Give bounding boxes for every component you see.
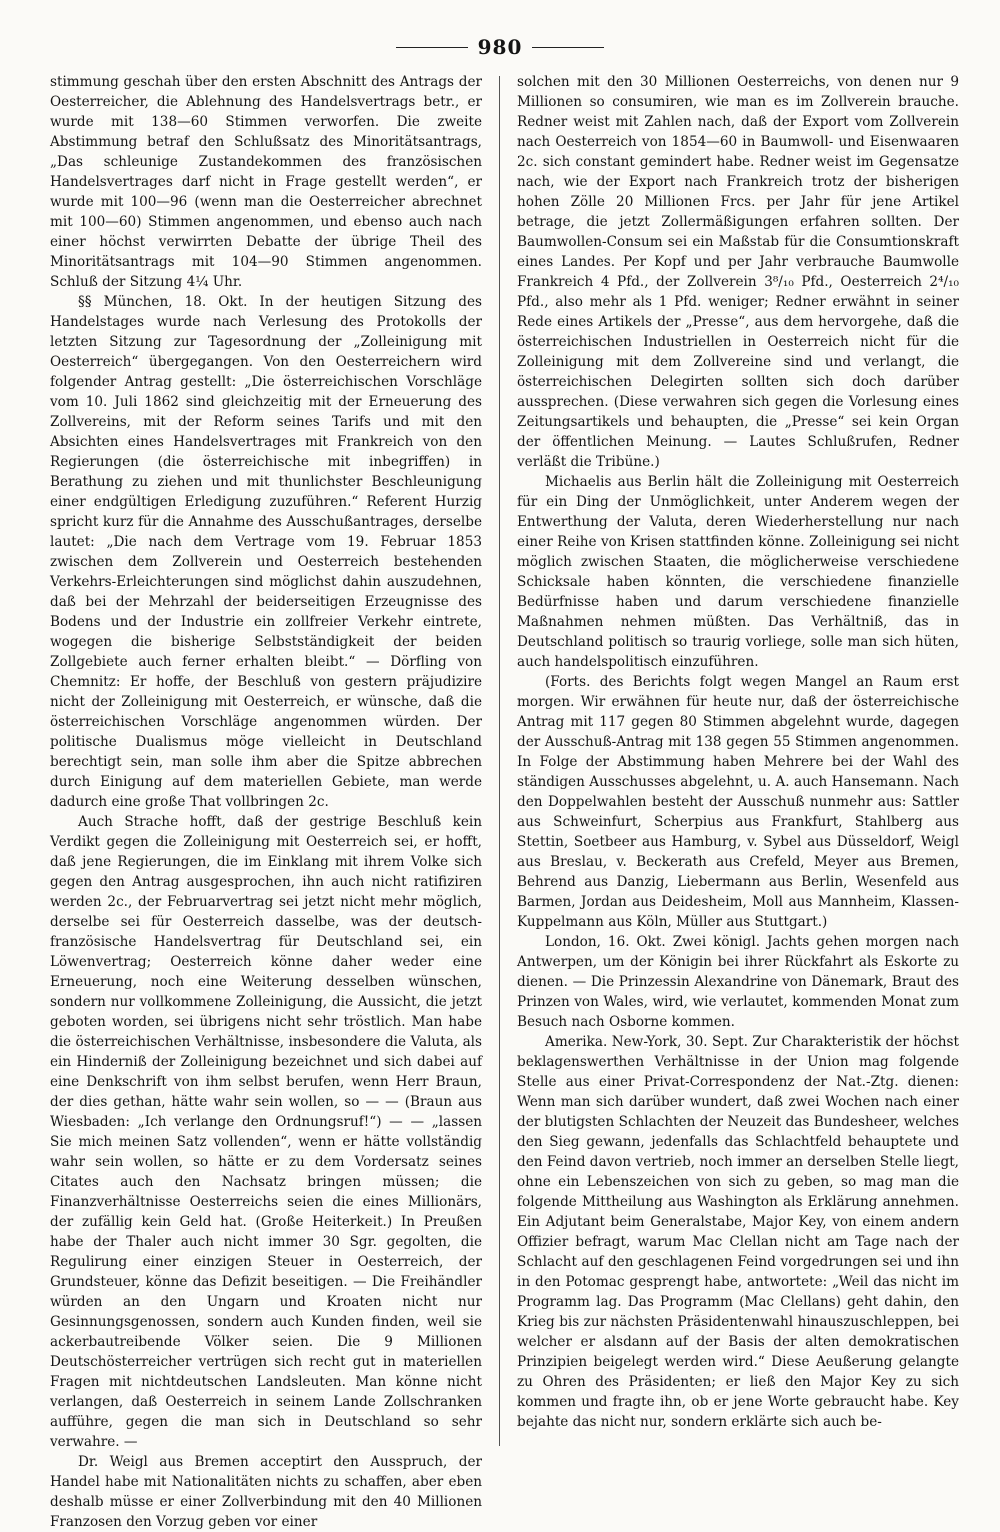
- article-paragraph: Dr. Weigl aus Bremen acceptirt den Ausspruch, der Handel habe mit Nationalitäten nichts zu schaffen, aber eben deshalb müsse er einer Zollverbindung mit den 40 Millionen Franzosen den Vorzug geben vor einer: [50, 1454, 482, 1530]
- article-paragraph: Amerika. New-York, 30. Sept. Zur Charakteristik der höchst beklagenswerthen Verhältnisse in der Union mag folgende Stelle aus einer Privat-Correspondenz der Nat.-Ztg. dienen: Wenn man sich darüber wundert, daß zwei Wochen nach einer der blutigsten Schlachten der Neuzeit das Bundesheer, welches den Sieg gewann, jedenfalls das Schlachtfeld behauptete und den Feind davon vertrieb, noch immer an derselben Stelle liegt, ohne ein Lebenszeichen von sich zu geben, so mag man die folgende Mittheilung aus Washington als Erklärung annehmen. Ein Adjutant beim Generalstabe, Major Key, von einem andern Offizier befragt, warum Mac Clellan nicht am Tage nach der Schlacht auf den geschlagenen Feind vorgedrungen sei und ihn in den Potomac gesprengt habe, antwortete: „Weil das nicht im Programm lag. Das Programm (Mac Clellans) geht dahin, den Krieg bis zur nächsten Präsidentenwahl hinauszuschleppen, bei welcher er alsdann auf der Basis der alten demokratischen Prinzipien beigelegt werden wird.“ Diese Aeußerung gelangte zu Ohren des Präsidenten; er ließ den Major Key zu sich kommen und fragte ihn, ob er jene Worte gebraucht habe. Key bejahte das nicht nur, sondern erklärte sich auch be-: [517, 1034, 959, 1430]
- article-paragraph: stimmung geschah über den ersten Abschnitt des Antrags der Oesterreicher, die Ablehnung des Handelsvertrags betr., er wurde mit 138—60 Stimmen verworfen. Die zweite Abstimmung betraf den Schlußsatz des Minoritätsantrags, „Das schleunige Zustandekommen des französischen Handelsvertrages darf nicht in Frage gestellt werden“, er wurde mit 100—96 (wenn man die Oesterreicher abrechnet mit 100—60) Stimmen angenommen, und ebenso auch nach einer höchst verwirrten Debatte der übrige Theil des Minoritätsantrags mit 104—90 Stimmen angenommen. Schluß der Sitzung 4¼ Uhr.: [50, 74, 482, 290]
- right-column: [517, 72, 959, 1452]
- left-column: [50, 72, 482, 1530]
- article-paragraph: Michaelis aus Berlin hält die Zolleinigung mit Oesterreich für ein Ding der Unmöglichkeit, unter Anderem wegen der Entwerthung der Valuta, deren Wiederherstellung nur nach einer Reihe von Krisen stattfinden könne. Zolleinigung sei nicht möglich zwischen Staaten, die möglicherweise verschiedene Schicksale haben könnten, die verschiedene finanzielle Bedürfnisse haben und darum verschiedene finanzielle Maßnahmen nehmen müßten. Das Verhältniß, das in Deutschland politisch so traurig vorliege, solle man sich hüten, auch handelspolitisch einzuführen.: [517, 474, 959, 670]
- column-divider: [499, 76, 500, 1446]
- article-paragraph: Auch Strache hofft, daß der gestrige Beschluß kein Verdikt gegen die Zolleinigung mit Oesterreich sei, er hofft, daß jene Regierungen, die im Einklang mit ihrem Volke sich gegen den Antrag ausgesprochen, ihn auch nicht ratifiziren werden 2c., der Februarvertrag sei jetzt nicht mehr möglich, derselbe sei für Oesterreich dasselbe, was der deutsch-französische Handelsvertrag für Deutschland sei, ein Löwenvertrag; Oesterreich könne daher weder eine Erneuerung, noch eine Weiterung desselben wünschen, sondern nur vollkommene Zolleinigung, die Aussicht, die jetzt geboten worden, sei übrigens nicht sehr tröstlich. Man habe die österreichischen Verhältnisse, insbesondere die Valuta, als ein Hinderniß der Zolleinigung bezeichnet und sich dabei auf eine Denkschrift von ihm selbst berufen, wenn Herr Braun, der dies gethan, hätte wahr sein wollen, so — — (Braun aus Wiesbaden: „Ich verlange den Ordnungsruf!“) — — „lassen Sie mich meinen Satz vollenden“, wenn er hätte vollständig wahr sein wollen, so hätte er zu dem Vordersatz seines Citates auch den Nachsatz bringen müssen; die Finanzverhältnisse Oesterreichs seien die eines Millionärs, der zufällig kein Geld hat. (Große Heiterkeit.) In Preußen habe der Thaler auch nicht immer 30 Sgr. gegolten, die Regulirung einer einzigen Steuer in Oesterreich, der Grundsteuer, könne das Defizit beseitigen. — Die Freihändler würden an den Ungarn und Kroaten nicht nur Gesinnungsgenossen, sondern auch Kunden finden, weil sie ackerbautreibende Völker seien. Die 9 Millionen Deutschösterreicher vertrügen sich recht gut in materiellen Fragen mit nichtdeutschen Landsleuten. Man könne nicht verlangen, daß Oesterreich in seinem Lande Zollschranken aufführe, gegen die man sich in Deutschland so sehr verwahre. —: [50, 814, 482, 1450]
- header-rule-left: [396, 47, 468, 48]
- article-paragraph: London, 16. Okt. Zwei königl. Jachts gehen morgen nach Antwerpen, um der Königin bei ihrer Rückfahrt als Eskorte zu dienen. — Die Prinzessin Alexandrine von Dänemark, Braut des Prinzen von Wales, wird, wie verlautet, kommenden Monat zum Besuch nach Osborne kommen.: [517, 934, 959, 1030]
- article-paragraph: (Forts. des Berichts folgt wegen Mangel an Raum erst morgen. Wir erwähnen für heute nur, daß der österreichische Antrag mit 117 gegen 80 Stimmen abgelehnt wurde, dagegen der Ausschuß-Antrag mit 138 gegen 55 Stimmen angenommen. In Folge der Abstimmung haben Mehrere bei der Wahl des ständigen Ausschusses abgelehnt, u. A. auch Hansemann. Nach den Doppelwahlen besteht der Ausschuß nunmehr aus: Sattler aus Schweinfurt, Scherpius aus Frankfurt, Stahlberg aus Stettin, Soetbeer aus Hamburg, v. Sybel aus Düsseldorf, Weigl aus Breslau, v. Beckerath aus Crefeld, Meyer aus Bremen, Behrend aus Danzig, Liebermann aus Berlin, Wesenfeld aus Barmen, Jordan aus Deidesheim, Moll aus Mannheim, Klassen-Kuppelmann aus Köln, Müller aus Stuttgart.): [517, 674, 959, 930]
- article-paragraph: solchen mit den 30 Millionen Oesterreichs, von denen nur 9 Millionen so consumiren, wie man es im Zollverein brauche. Redner weist mit Zahlen nach, daß der Export vom Zollverein nach Oesterreich von 1854—60 in Baumwoll- und Eisenwaaren 2c. sich constant gemindert habe. Redner weist im Gegensatze nach, wie der Export nach Frankreich trotz der bisherigen hohen Zölle 20 Millionen Frcs. per Jahr für jene Artikel betrage, die jetzt Zollermäßigungen erfahren sollten. Der Baumwollen-Consum sei ein Maßstab für die Consumtionskraft eines Landes. Per Kopf und per Jahr verbrauche Baumwolle Frankreich 4 Pfd., der Zollverein 3⁸/₁₀ Pfd., Oesterreich 2⁴/₁₀ Pfd., also mehr als 1 Pfd. weniger; Redner erwähnt in seiner Rede eines Artikels der „Presse“, aus dem hervorgehe, daß die österreichischen Industriellen in Oesterreich nicht für die Zolleinigung mit dem Zollvereine sind und verlangt, die österreichischen Delegirten sollten sich doch darüber aussprechen. (Diese verwahren sich gegen die Vorlesung eines Zeitungsartikels und behaupten, die „Presse“ sei kein Organ der öffentlichen Meinung. — Lautes Schlußrufen, Redner verläßt die Tribüne.): [517, 74, 959, 470]
- page-header: [0, 30, 1000, 64]
- page-number: 980: [477, 35, 523, 59]
- article-paragraph: §§ München, 18. Okt. In der heutigen Sitzung des Handelstages wurde nach Verlesung des Protokolls der letzten Sitzung zur Tagesordnung der „Zolleinigung mit Oesterreich“ übergegangen. Von den Oesterreichern wird folgender Antrag gestellt: „Die österreichischen Vorschläge vom 10. Juli 1862 sind gleichzeitig mit der Erneuerung des Zollvereins, mit der Reform seines Tarifs und mit den Absichten eines Handelsvertrages mit Frankreich von den Regierungen (die österreichische mit inbegriffen) in Berathung zu ziehen und mit thunlichster Beschleunigung einer endgültigen Erledigung zuzuführen.“ Referent Hurzig spricht kurz für die Annahme des Ausschußantrages, derselbe lautet: „Die nach dem Vertrage vom 19. Februar 1853 zwischen dem Zollverein und Oesterreich bestehenden Verkehrs-Erleichterungen sind möglichst dahin auszudehnen, daß bei der Mehrzahl der beiderseitigen Erzeugnisse des Bodens und der Industrie ein zollfreier Verkehr eintrete, wogegen die bisherige Selbstständigkeit der beiden Zollgebiete auch ferner erhalten bleibt.“ — Dörfling von Chemnitz: Er hoffe, der Beschluß von gestern präjudizire nicht der Zolleinigung mit Oesterreich, er wünsche, daß die österreichischen Vorschläge angenommen würden. Der politische Dualismus möge vielleicht in Deutschland berechtigt sein, man solle ihm aber die Spitze abbrechen durch Einigung auf dem materiellen Gebiete, man werde dadurch eine große That vollbringen 2c.: [50, 294, 482, 810]
- header-rule-right: [532, 47, 604, 48]
